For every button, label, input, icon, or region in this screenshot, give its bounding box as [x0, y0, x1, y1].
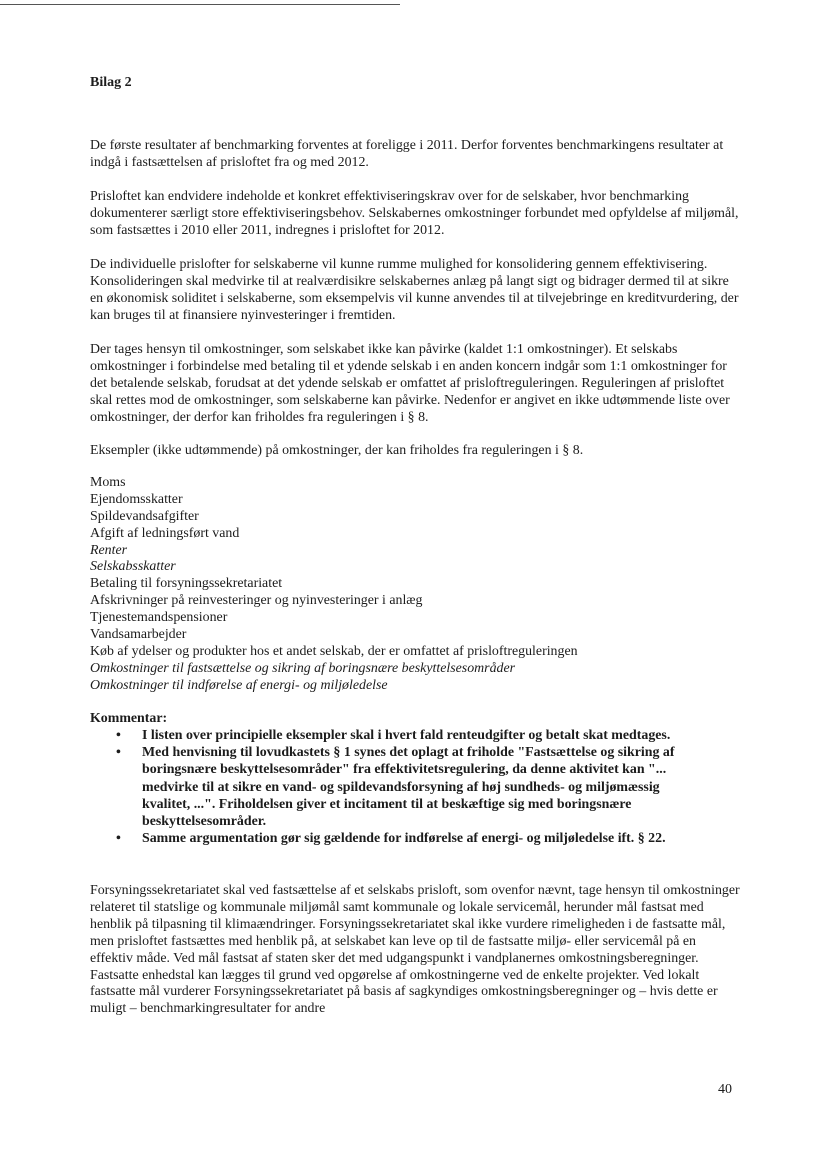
bullet-icon: • [116, 728, 121, 743]
comment-item [90, 830, 710, 847]
list-item: Renter [90, 542, 128, 558]
list-item: Ejendomsskatter [90, 491, 183, 507]
top-rule [0, 4, 400, 5]
list-item: Moms [90, 475, 126, 490]
list-item: Vandsamarbejder [90, 627, 187, 643]
bullet-icon: • [116, 745, 121, 761]
list-item: Tjenestemandspensioner [90, 610, 228, 626]
comment-item [90, 744, 710, 830]
list-item: Køb af ydelser og produkter hos et andet selskab, der er omfattet af prisloftreguleringen [90, 643, 578, 659]
list-item: Afskrivninger på reinvesteringer og nyinvesteringer i anlæg [90, 593, 423, 609]
list-item: Betaling til forsyningssekretariatet [90, 576, 283, 592]
comment-text: Med henvisning til lovudkastets § 1 synes det oplagt at friholde "Fastsættelse og sikring af boringsnære beskyttelsesområder" fra effektivitetsregulering, da denne aktivitet kan "... medvirke til at sikre en vand- og spildevandsforsyning af høj sundheds- og miljømæssig kvalitet, ...". Friholdelsen giver et incitament til at beskæftige sig med boringsnære beskyttelsesområder. [142, 745, 675, 830]
list-item: Spildevandsafgifter [90, 508, 199, 524]
comment-text: Samme argumentation gør sig gældende for indførelse af energi- og miljøledelse ift. § 22. [142, 831, 666, 847]
closing-paragraph: Forsyningssekretariatet skal ved fastsættelse af et selskabs prisloft, som ovenfor nævnt, tage hensyn til omkostninger relateret til statslige og kommunale miljømål samt kommunale og lokale servicemål, herunder mål fastsat med henblik på tilpasning til klimaændringer. Forsyningssekretariatet skal ikke vurdere rimeligheden i de fastsatte mål, men prisloftet fastsættes med henblik på, at selskabet kan leve op til de fastsatte miljø- eller servicemål på en effektiv måde. Ved mål fastsat af staten sker det med udgangspunkt i vandplanernes omkostningsberegninger. Fastsatte enhedstal kan lægges til grund ved opgørelse af omkostningerne ved de enkelte projekter. Ved lokalt fastsatte mål vurderer Forsyningssekretariatet på basis af sagkyndiges omkostningsberegninger og – hvis dette er muligt – benchmarkingresultater for andre [90, 883, 740, 1017]
list-item: Omkostninger til indførelse af energi- og miljøledelse [90, 677, 388, 693]
comment-title: Kommentar: [90, 711, 168, 726]
paragraph-3: De individuelle prislofter for selskaberne vil kunne rumme mulighed for konsolidering gennem effektivisering. Konsolideringen skal medvirke til at realværdisikre selskabernes anlæg på langt sigt og bidrager dermed til at sikre en økonomisk soliditet i selskaberne, som eksempelvis vil kunne anvendes til at tilvejebringe en kreditvurdering, der kan bruges til at finansiere nyinvesteringer i fremtiden. [90, 257, 739, 323]
list-item: Selskabsskatter [90, 559, 176, 575]
page-number: 40 [718, 1082, 732, 1097]
paragraph-1: De første resultater af benchmarking forventes at foreligge i 2011. Derfor forventes benchmarkingens resultater at indgå i fastsættelsen af prisloftet fra og med 2012. [90, 138, 724, 170]
list-item: Afgift af ledningsført vand [90, 525, 240, 541]
paragraph-4: Der tages hensyn til omkostninger, som selskabet ikke kan påvirke (kaldet 1:1 omkostninger). Et selskabs omkostninger i forbindelse med betaling til et ydende selskab i en anden koncern indgår som 1:1 omkostninger for det betalende selskab, forudsat at det ydende selskab er omfattet af prisloftreguleringen. Reguleringen af prisloftet skal rettes mod de omkostninger, som selskaberne kan påvirke. Nedenfor er angivet en ikke udtømmende liste over omkostninger, der derfor kan friholdes fra reguleringen i § 8. [90, 342, 730, 425]
comment-text: I listen over principielle eksempler skal i hvert fald renteudgifter og betalt skat medtages. [142, 728, 671, 743]
list-item: Omkostninger til fastsættelse og sikring af boringsnære beskyttelsesområder [90, 660, 516, 676]
page-heading: Bilag 2 [90, 75, 132, 90]
comment-item [90, 727, 710, 744]
bullet-icon: • [116, 831, 121, 847]
paragraph-5: Eksempler (ikke udtømmende) på omkostninger, der kan friholdes fra reguleringen i § 8. [90, 443, 584, 458]
comment-list [90, 727, 710, 847]
cost-list [90, 475, 740, 695]
paragraph-2: Prisloftet kan endvidere indeholde et konkret effektiviseringskrav over for de selskaber, hvor benchmarking dokumenterer særligt store effektiviseringsbehov. Selskabernes omkostninger forbundet med opfyldelse af miljømål, som fastsættes i 2010 eller 2011, indregnes i prisloftet for 2012. [90, 189, 739, 238]
